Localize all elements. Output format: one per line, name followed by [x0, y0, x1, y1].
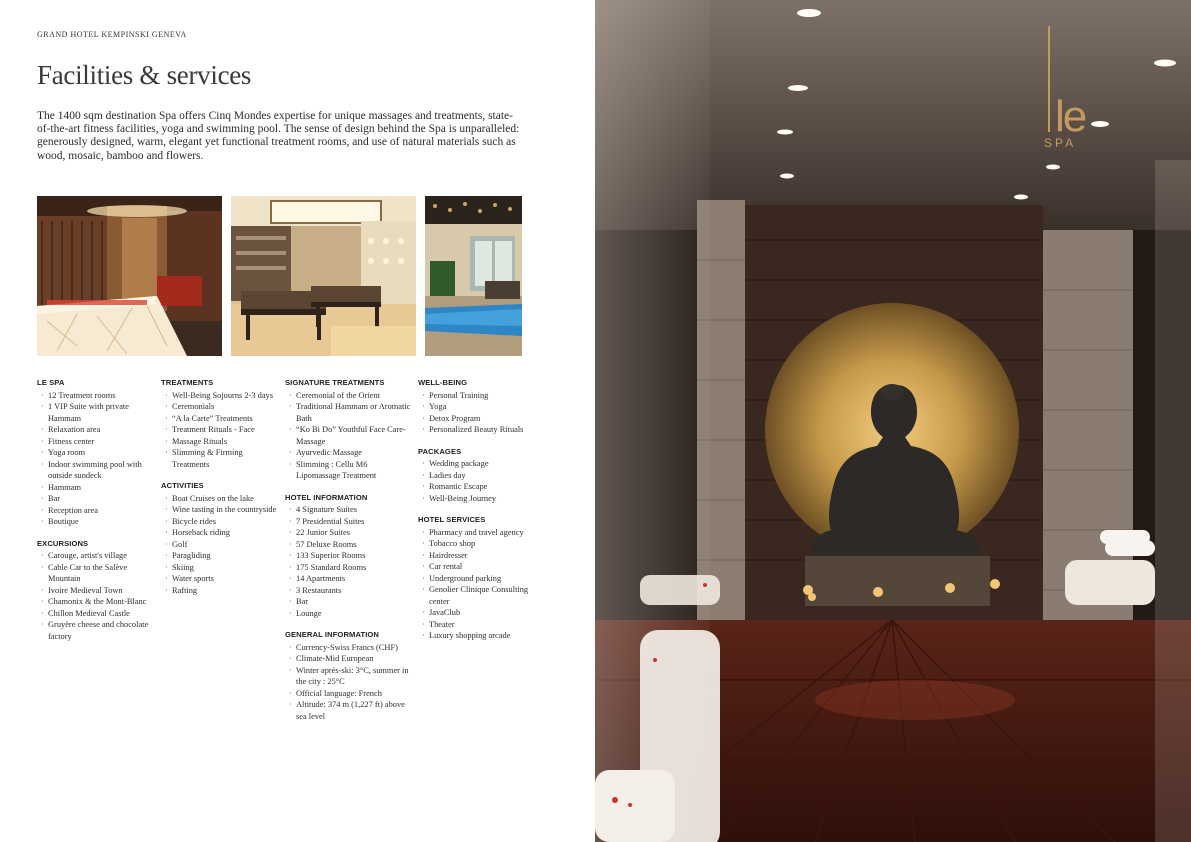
spa-reception-photo [37, 196, 222, 356]
list-item: · Slimming & Firming Treatments [161, 447, 279, 470]
logo-bar [1048, 26, 1050, 132]
list-item: · 12 Treatment rooms [37, 390, 155, 402]
list-item: · Tobacco shop [418, 538, 546, 550]
list-item: · Rafting [161, 585, 279, 597]
list-item: · Slimming : Cellu M6 Lipomassage Treatment [285, 459, 413, 482]
column-2 [161, 377, 279, 596]
list-item: · Indoor swimming pool with outside sundeck [37, 459, 155, 482]
list-item: · JavaClub [418, 607, 546, 619]
list-item: · Massage Rituals [161, 436, 279, 448]
list-item: · Ceremonial of the Orient [285, 390, 413, 402]
list-item: · Relaxation area [37, 424, 155, 436]
list-item: · 7 Presidential Suites [285, 516, 413, 528]
list-item: · Traditional Hammam or Aromatic Bath [285, 401, 413, 424]
section-list [285, 642, 413, 723]
list-item: · Bar [37, 493, 155, 505]
list-item: · Wedding package [418, 458, 546, 470]
section-title: TREATMENTS [161, 378, 214, 387]
list-item: · 133 Superior Rooms [285, 550, 413, 562]
list-item: · Official language: French [285, 688, 413, 700]
section-title: HOTEL SERVICES [418, 515, 486, 524]
spa-logo-mark: le [1055, 92, 1086, 141]
list-item: · Reception area [37, 505, 155, 517]
list-item: · Pharmacy and travel agency [418, 527, 546, 539]
section-list [418, 458, 546, 504]
list-item: · Carouge, artist's village [37, 550, 155, 562]
list-item: · 1 VIP Suite with private Hammam [37, 401, 155, 424]
list-item: · Lounge [285, 608, 413, 620]
list-item: · Theater [418, 619, 546, 631]
section-list [418, 527, 546, 642]
list-item: · Hairdresser [418, 550, 546, 562]
list-item: · Yoga room [37, 447, 155, 459]
list-item: · Well-Being Sojourns 2-3 days [161, 390, 279, 402]
list-item: · Paragliding [161, 550, 279, 562]
section-title: PACKAGES [418, 446, 462, 456]
section-list [37, 550, 155, 642]
column-1 [37, 377, 155, 642]
list-item: · “A la Carte” Treatments [161, 413, 279, 425]
list-item: · Fitness center [37, 436, 155, 448]
list-item: · Bar [285, 596, 413, 608]
hotel-name-header: GRAND HOTEL KEMPINSKI GENEVA [37, 30, 187, 39]
list-item: · 22 Junior Suites [285, 527, 413, 539]
list-item: · 4 Signature Suites [285, 504, 413, 516]
list-item: · Underground parking [418, 573, 546, 585]
section-title: SIGNATURE TREATMENTS [285, 378, 385, 387]
list-item: · Luxury shopping arcade [418, 630, 546, 642]
list-item: · 57 Deluxe Rooms [285, 539, 413, 551]
list-item: · Romantic Escape [418, 481, 546, 493]
section-title: ACTIVITIES [161, 481, 204, 490]
list-item: · Yoga [418, 401, 546, 413]
list-item: · “Ko Bi Do” Youthful Face Care-Massage [285, 424, 413, 447]
list-item: · Personal Training [418, 390, 546, 402]
list-item: · Car rental [418, 561, 546, 573]
list-item: · Chillon Medieval Castle [37, 608, 155, 620]
section-title: HOTEL INFORMATION [285, 492, 368, 502]
list-item: · Ceremonials [161, 401, 279, 413]
list-item: · Bicycle rides [161, 516, 279, 528]
list-item: · Cable Car to the Salève Mountain [37, 562, 155, 585]
list-item: · Altitude: 374 m (1,227 ft) above sea level [285, 699, 413, 722]
list-item: · Boat Cruises on the lake [161, 493, 279, 505]
list-item: · Detox Program [418, 413, 546, 425]
section-title: EXCURSIONS [37, 538, 89, 548]
list-item: · Chamonix & the Mont-Blanc [37, 596, 155, 608]
column-3 [285, 377, 413, 722]
list-item: · 3 Restaurants [285, 585, 413, 597]
section-title: LE SPA [37, 378, 65, 387]
list-item: · Hammam [37, 482, 155, 494]
list-item: · 175 Standard Rooms [285, 562, 413, 574]
section-title: GENERAL INFORMATION [285, 630, 380, 639]
list-item: · Climate-Mid European [285, 653, 413, 665]
list-item: · Horseback riding [161, 527, 279, 539]
list-item: · Golf [161, 539, 279, 551]
indoor-pool-photo [425, 196, 522, 356]
intro-paragraph: The 1400 sqm destination Spa offers Cinq Mondes expertise for unique massages and treatments, state-of-the-art fitness facilities, yoga and swimming pool. The sense of design behind the Spa is unparalleled: generously designed, warm, elegant yet functional treatment rooms, and use of natural materials such as wood, mosaic, bamboo and flowers. [37, 110, 520, 162]
section-list [37, 390, 155, 528]
section-list [285, 390, 413, 482]
section-list [161, 390, 279, 471]
column-4 [418, 377, 546, 642]
spa-buddha-photo [595, 0, 1191, 842]
list-item: · Water sports [161, 573, 279, 585]
list-item: · Ivoire Medieval Town [37, 585, 155, 597]
list-item: · Gruyère cheese and chocolate factory [37, 619, 155, 642]
section-list [418, 390, 546, 436]
list-item: · Treatment Rituals - Face [161, 424, 279, 436]
page-title: Facilities & services [37, 60, 252, 90]
left-page [0, 0, 595, 842]
list-item: · Wine tasting in the countryside [161, 504, 279, 516]
spa-logo-text: SPA [1044, 136, 1077, 150]
treatment-room-photo [231, 196, 416, 356]
section-list [285, 504, 413, 619]
list-item: · Currency-Swiss Francs (CHF) [285, 642, 413, 654]
list-item: · 14 Apartments [285, 573, 413, 585]
list-item: · Skiing [161, 562, 279, 574]
list-item: · Winter après-ski: 3°C, summer in the city : 25°C [285, 665, 413, 688]
list-item: · Personalized Beauty Rituals [418, 424, 546, 436]
list-item: · Boutique [37, 516, 155, 528]
section-list [161, 493, 279, 597]
list-item: · Ladies day [418, 470, 546, 482]
list-item: · Ayurvedic Massage [285, 447, 413, 459]
list-item: · Genolier Clinique Consulting center [418, 584, 546, 607]
section-title: WELL-BEING [418, 378, 468, 387]
list-item: · Well-Being Journey [418, 493, 546, 505]
